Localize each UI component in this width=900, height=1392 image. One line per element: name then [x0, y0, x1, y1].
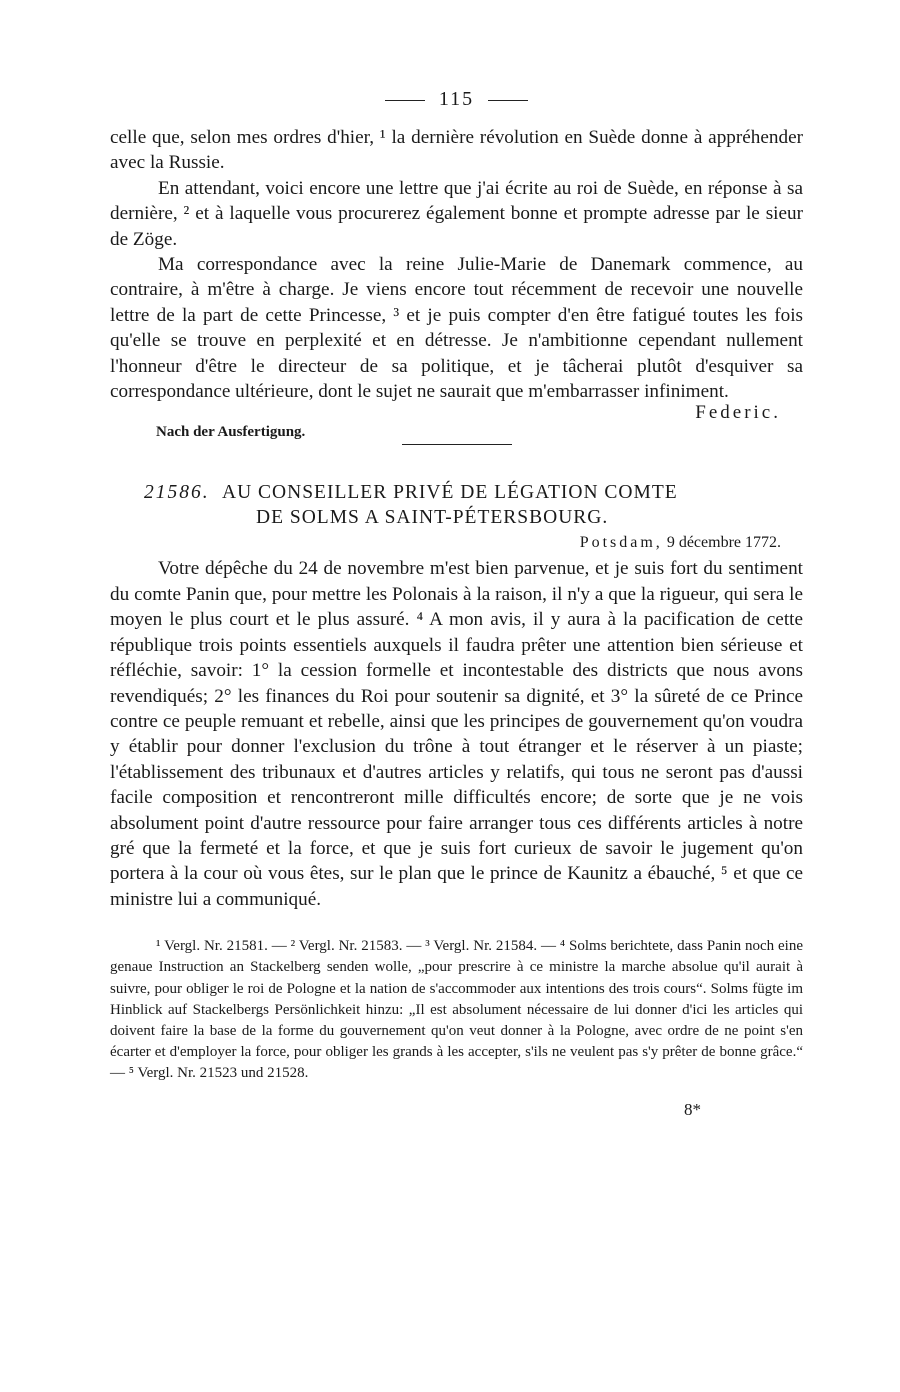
- heading-line-1: AU CONSEILLER PRIVÉ DE LÉGATION COMTE: [222, 482, 678, 504]
- letter-body: Votre dépêche du 24 de novembre m'est bien parvenue, et je suis fort du sentiment du comte Panin que, pour mettre les Polonais à la raison, il n'y a que la rigueur, qui sera le moyen le plus court et le plus assuré. ⁴ A mon avis, il y aura à la pacification de cette république trois points essentiels auxquels il faudra prêter une attention bien sérieuse et réfléchie, savoir: 1° la cession formelle et incontestable des districts que nous avons revendiqués; 2° les finances du Roi pour soutenir sa dignité, et 3° la sûreté de ce Prince contre ce peuple remuant et rebelle, ainsi que les principes de gouvernement qu'on voudra y établir pour donner l'exclusion du trône à tout étranger et le réserver à un piaste; l'établissement des tribunaux et d'autres articles y relatifs, qui tous ne seront pas d'aussi facile composition et rencontreront mille difficultés encore; de sorte que je ne vois absolument point d'autre ressource pour faire arranger tous ces différents articles à notre gré que la fermeté et la force, et que je suis fort curieux de savoir le jugement qu'on portera à la cour où vous êtes, sur le plan que le prince de Kaunitz a ébauché, ⁵ et que ce ministre lui a communiqué.: [110, 558, 803, 910]
- dateline-place: Potsdam,: [579, 534, 663, 552]
- page-number-text: 115: [438, 88, 475, 110]
- page-number: [110, 88, 803, 111]
- folio-rule-right: [488, 100, 528, 101]
- signature: Federic.: [695, 402, 781, 424]
- footnotes: ¹ Vergl. Nr. 21581. — ² Vergl. Nr. 21583. — ³ Vergl. Nr. 21584. — ⁴ Solms berichtete, dass Panin noch eine genaue Instruction an Stackelberg senden wolle, „pour prescrire à ce ministre la marche absolue qu'il aurait à suivre, pour obliger le roi de Pologne et la nation de s'accommoder aux intentions des trois cours“. Solms fügte im Hinblick auf Stackelbergs Persönlichkeit hinzu: „Il est absolument nécessaire de lui donner d'ici les articles qui doivent faire la base de la forme du gouvernement qu'on veut donner à la Pologne, avec ordre de ne point s'en écarter et d'employer la force, pour obliger les grands à les accepter, s'ils ne veulent pas s'y prêter de bonne grâce.“ — ⁵ Vergl. Nr. 21523 und 21528.: [110, 938, 803, 1082]
- dateline: [110, 534, 781, 552]
- paragraph-2: En attendant, voici encore une lettre que j'ai écrite au roi de Suède, en réponse à sa dernière, ² et à laquelle vous procurerez également bonne et prompte adresse par le sieur de Zöge.: [110, 177, 803, 250]
- sheet-mark: 8*: [684, 1099, 701, 1119]
- signature-block: [110, 404, 803, 448]
- section-rule: [402, 444, 512, 445]
- paragraph-1: celle que, selon mes ordres d'hier, ¹ la dernière révolution en Suède donne à appréhender avec la Russie.: [110, 127, 803, 174]
- heading-line-2: DE SOLMS A SAINT-PÉTERSBOURG.: [256, 507, 609, 529]
- letter-heading: [110, 480, 803, 530]
- dateline-date: 9 décembre 1772.: [666, 534, 781, 552]
- letter-number: 21586.: [144, 482, 210, 504]
- source-note: Nach der Ausfertigung.: [156, 424, 306, 441]
- folio-rule-left: [385, 100, 425, 101]
- paragraph-3: Ma correspondance avec la reine Julie-Marie de Danemark commence, au contraire, à m'être à charge. Je viens encore tout récemment de recevoir une nouvelle lettre de la part de cette Princesse, ³ et je puis compter d'en être fatigué toutes les fois qu'elle se trouve en perplexité et en détresse. Je n'ambitionne cependant nullement l'honneur d'être le directeur de sa politique, et je tâcherai plutôt d'esquiver sa correspondance ultérieure, dont le sujet ne saurait que m'embarrasser infiniment.: [110, 254, 803, 403]
